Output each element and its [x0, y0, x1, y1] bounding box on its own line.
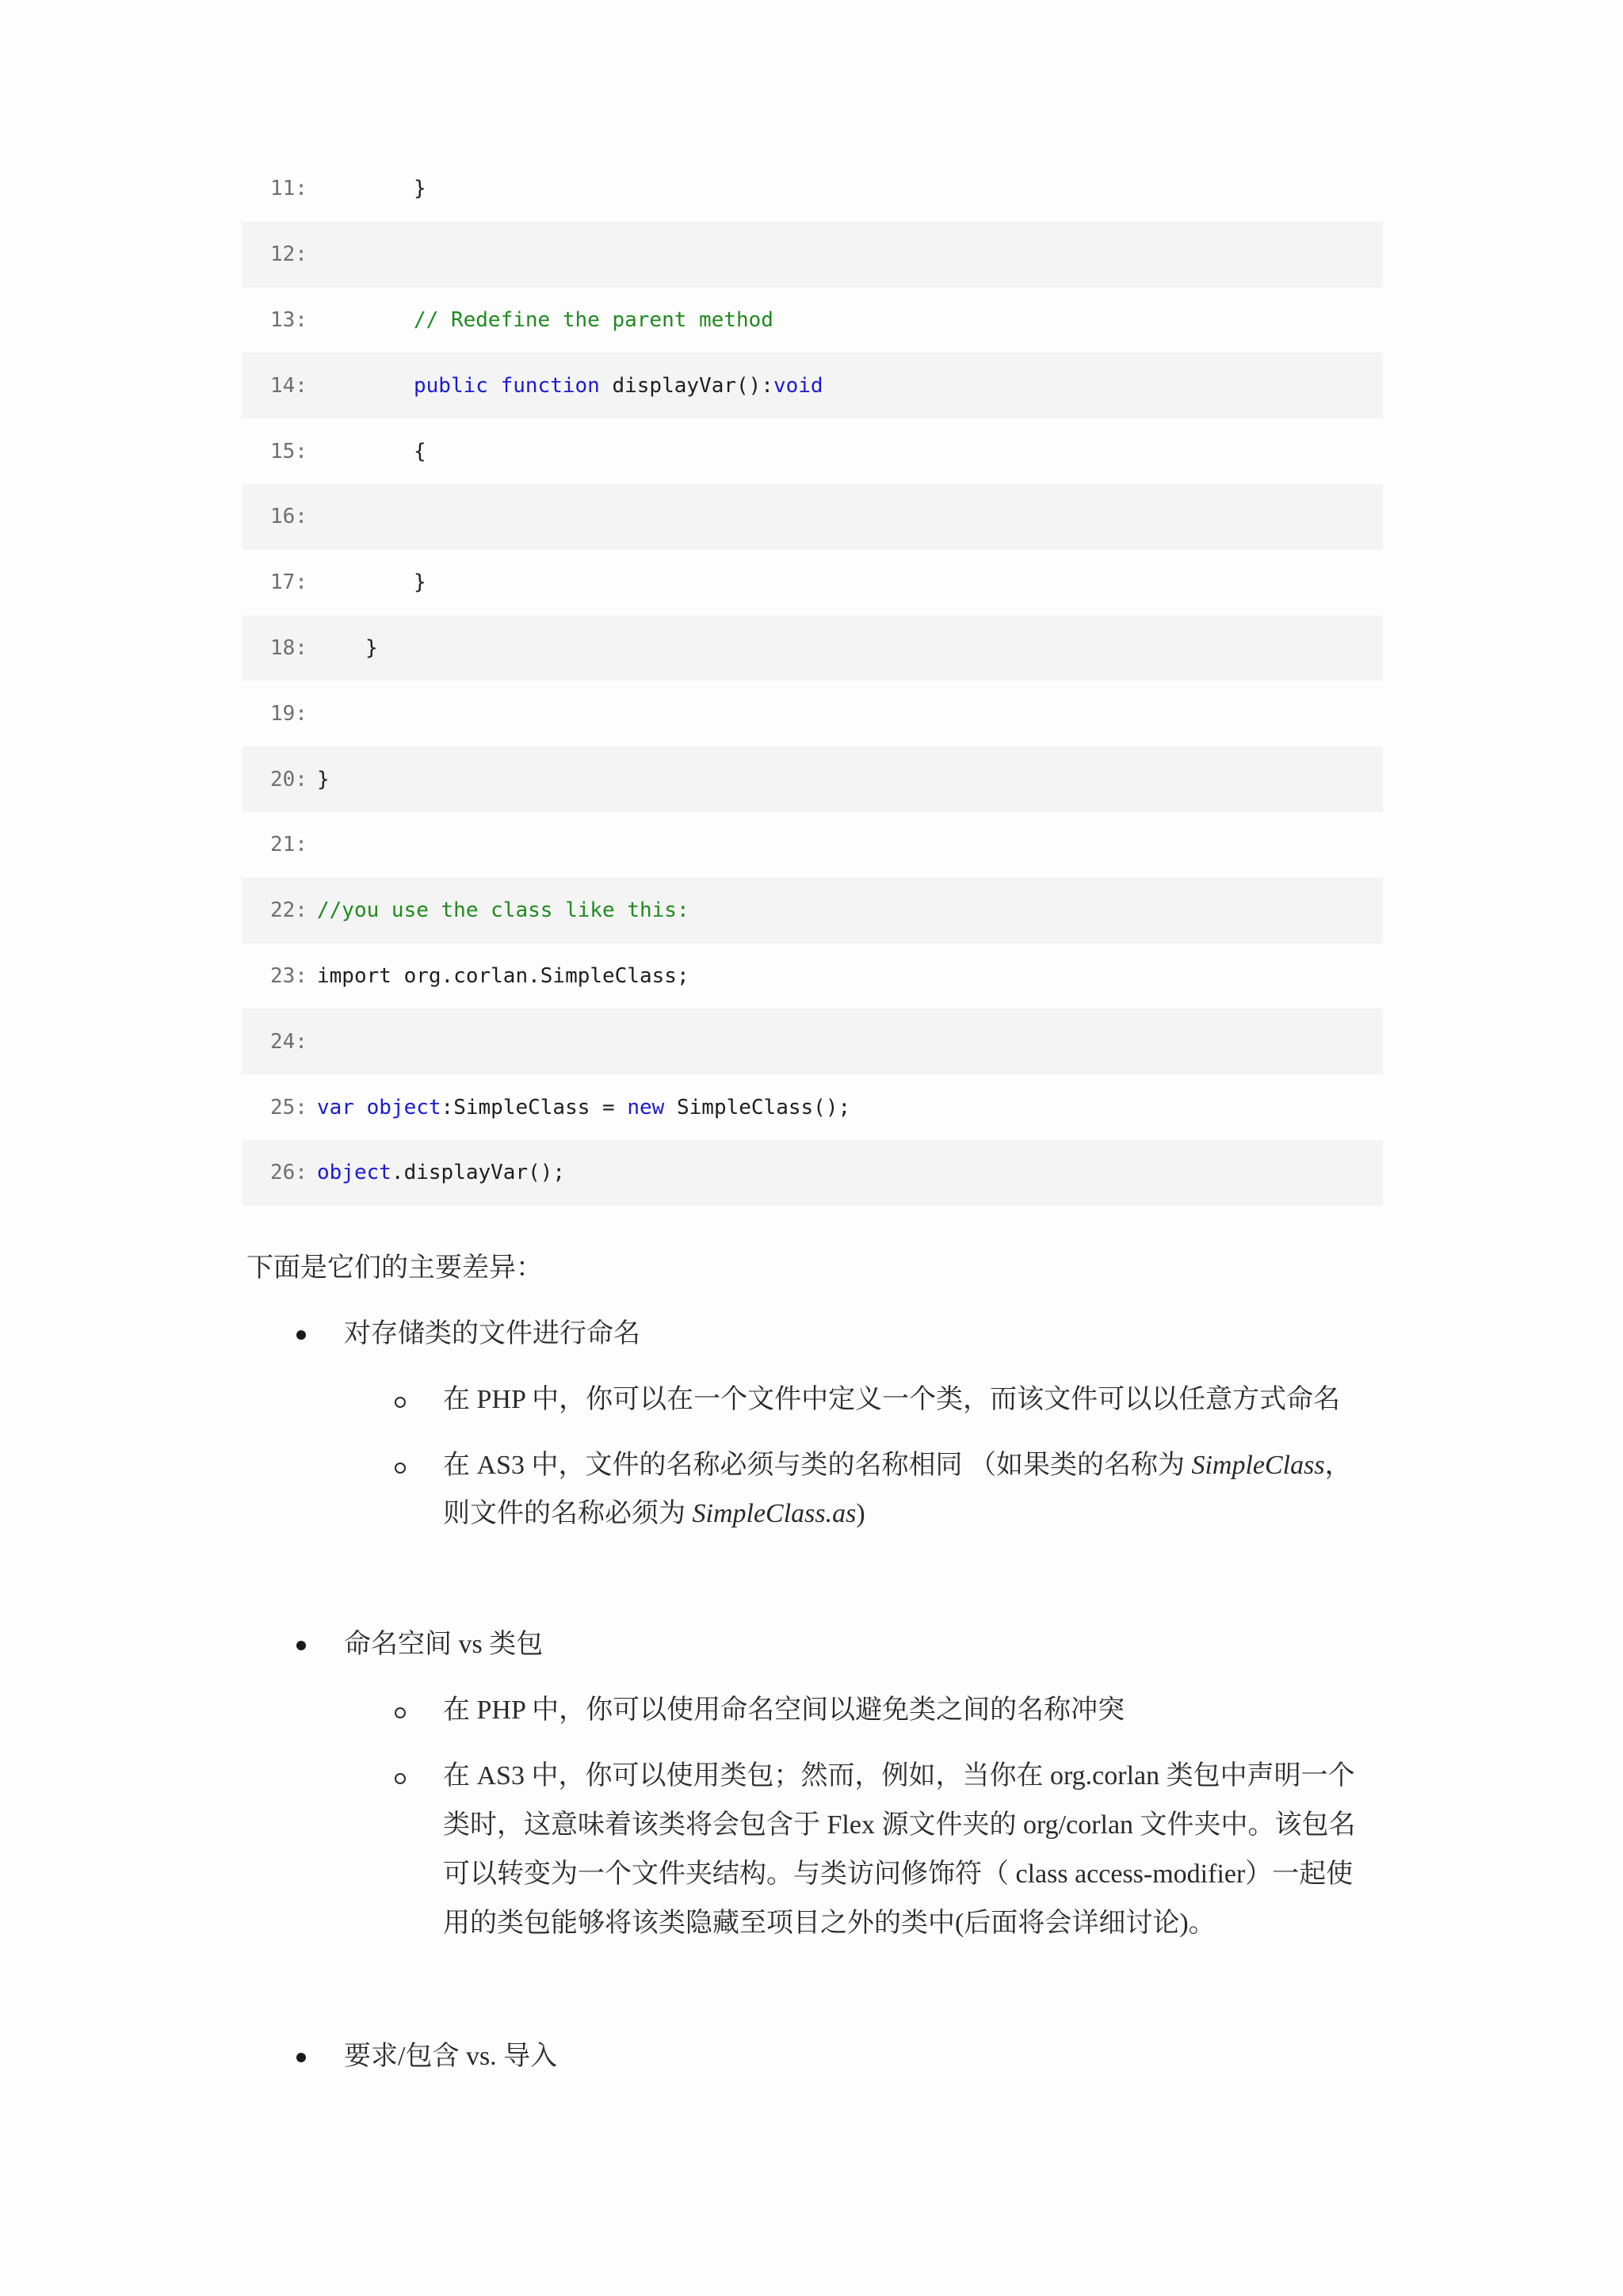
code-line — [242, 944, 1383, 1009]
code-keyword: object — [366, 1095, 441, 1119]
code-token: SimpleClass(); — [664, 1095, 851, 1119]
line-number: 13: — [270, 307, 307, 332]
line-number: 23: — [270, 963, 307, 988]
code-line — [242, 1074, 1383, 1140]
code-token: import org.corlan.SimpleClass; — [317, 963, 689, 988]
code-text — [414, 570, 426, 594]
code-text — [317, 1161, 565, 1184]
file-name-italic: SimpleClass.as — [692, 1499, 857, 1528]
code-keyword: function — [500, 373, 600, 398]
code-token: } — [317, 767, 330, 791]
bullet-icon — [296, 1330, 306, 1340]
code-keyword: public — [414, 373, 488, 398]
code-line — [242, 878, 1383, 944]
code-text — [317, 768, 330, 791]
code-keyword: new — [627, 1095, 665, 1119]
code-text — [317, 964, 689, 988]
code-token: .displayVar(); — [391, 1161, 566, 1185]
code-text — [414, 177, 426, 200]
code-line — [242, 746, 1383, 812]
code-line — [242, 156, 1383, 222]
line-number: 18: — [270, 635, 307, 660]
line-number: 12: — [270, 242, 307, 267]
line-number: 16: — [270, 505, 307, 529]
code-token: } — [414, 570, 426, 595]
line-number: 15: — [270, 439, 307, 463]
sub-item-as3-file-naming-line2 — [443, 1489, 865, 1539]
code-text — [317, 898, 689, 922]
sub-bullet-icon — [395, 1397, 406, 1408]
section-title-namespace-vs-package: 命名空间 vs 类包 — [344, 1630, 544, 1659]
line-number: 11: — [270, 177, 307, 201]
sub-bullet-icon — [395, 1773, 406, 1784]
text-span: ， — [1324, 1451, 1352, 1480]
code-keyword: var — [317, 1095, 354, 1119]
code-token: } — [414, 177, 426, 201]
sub-item-php-file-naming: 在 PHP 中，你可以在一个文件中定义一个类，而该文件可以以任意方式命名 — [443, 1385, 1341, 1414]
line-number: 20: — [270, 767, 307, 791]
code-keyword: void — [773, 373, 823, 398]
code-line — [242, 353, 1383, 418]
line-number: 17: — [270, 570, 307, 595]
code-token: { — [414, 439, 426, 463]
code-line — [242, 418, 1383, 484]
text-span: 在 AS3 中，文件的名称必须与类的名称相同 （如果类的名称为 — [443, 1451, 1192, 1480]
code-text — [414, 308, 773, 332]
sub-item-as3-package-line3: 可以转变为一个文件夹结构。与类访问修饰符（ class access-modifier）一起使 — [443, 1859, 1354, 1889]
line-number: 21: — [270, 833, 307, 857]
text-span: ) — [856, 1499, 865, 1528]
code-token: displayVar(): — [599, 373, 773, 398]
code-text — [414, 374, 823, 398]
code-line — [242, 484, 1383, 550]
code-text — [414, 440, 426, 463]
line-number: 24: — [270, 1029, 307, 1054]
class-name-italic: SimpleClass — [1191, 1451, 1325, 1480]
code-line — [242, 1009, 1383, 1074]
line-number: 25: — [270, 1095, 307, 1119]
code-text — [317, 1096, 850, 1119]
sub-item-as3-package-line4: 用的类包能够将该类隐藏至项目之外的类中(后面将会详细讨论)。 — [443, 1909, 1216, 1938]
section-title-require-vs-import: 要求/包含 vs. 导入 — [344, 2042, 558, 2071]
bullet-icon — [296, 1641, 306, 1650]
code-listing — [242, 156, 1383, 1227]
sub-bullet-icon — [395, 1463, 406, 1474]
code-line — [242, 616, 1383, 681]
code-line — [242, 550, 1383, 616]
code-text — [365, 636, 378, 660]
sub-item-as3-package-line2: 类时，这意味着该类将会包含于 Flex 源文件夹的 org/corlan 文件夹中。该包名 — [443, 1810, 1356, 1840]
code-line — [242, 812, 1383, 878]
sub-item-php-namespace: 在 PHP 中，你可以使用命名空间以避免类之间的名称冲突 — [443, 1695, 1125, 1725]
code-line — [242, 1140, 1383, 1206]
sub-item-as3-package-line1: 在 AS3 中，你可以使用类包；然而，例如，当你在 org.corlan 类包中声明一个 — [443, 1761, 1355, 1791]
sub-item-as3-file-naming-line1 — [443, 1441, 1352, 1490]
line-number: 14: — [270, 373, 307, 398]
code-comment: //you use the class like this: — [317, 898, 689, 923]
bullet-icon — [296, 2053, 306, 2062]
section-title-file-naming: 对存储类的文件进行命名 — [344, 1319, 640, 1348]
line-number: 19: — [270, 701, 307, 726]
code-token: :SimpleClass = — [441, 1095, 628, 1119]
code-comment: // Redefine the parent method — [414, 307, 773, 332]
code-token: } — [365, 635, 378, 660]
sub-bullet-icon — [395, 1707, 406, 1718]
code-line — [242, 222, 1383, 288]
line-number: 22: — [270, 898, 307, 923]
text-span: 则文件的名称必须为 — [443, 1499, 693, 1528]
code-line — [242, 681, 1383, 746]
code-token — [488, 374, 501, 398]
code-keyword: object — [317, 1161, 391, 1185]
intro-paragraph: 下面是它们的主要差异： — [246, 1253, 543, 1283]
line-number: 26: — [270, 1161, 307, 1185]
code-line — [242, 288, 1383, 353]
code-token — [354, 1096, 367, 1119]
